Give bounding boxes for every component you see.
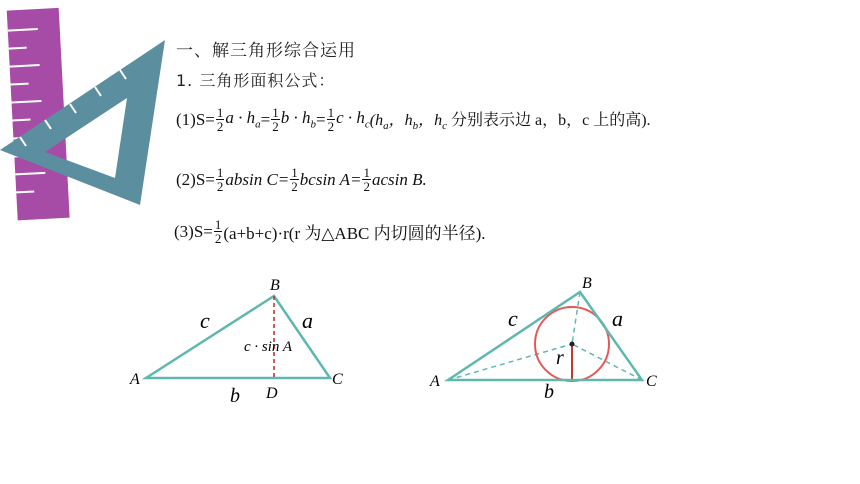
bisector-A — [448, 344, 572, 380]
formula-2-term-1: absin C= — [225, 169, 290, 189]
side-label-c: c — [200, 308, 210, 333]
vertex-label-A: A — [130, 371, 140, 388]
side-label-b: b — [230, 385, 240, 407]
equals-sign: = — [260, 109, 271, 129]
formula-1-term-c: $c \cdot h_c$ — [336, 108, 370, 131]
formula-2 — [176, 166, 427, 193]
section-title: 一、解三角形综合运用 — [176, 41, 356, 61]
incenter-point — [570, 342, 575, 347]
side-label-a: a — [302, 308, 313, 333]
section-subtitle: 1. 三角形面积公式： — [176, 71, 336, 90]
formula-2-term-3: acsin B. — [371, 169, 427, 189]
bisector-C — [572, 344, 642, 380]
fraction-half: $\frac{1}{2}$ — [216, 165, 224, 194]
ruler-setsquare-decoration — [0, 0, 175, 225]
formula-1-term-b: $b \cdot h_b$ — [280, 108, 316, 131]
triangle-height-figure — [126, 270, 356, 410]
vertex-label-A: A — [430, 373, 440, 390]
height-label: c · sin A — [244, 339, 293, 355]
formula-1-prefix: (1)S= — [176, 109, 215, 129]
foot-label-D: D — [266, 385, 278, 402]
vertex-label-C: C — [332, 371, 343, 388]
fraction-half: $\frac{1}{2}$ — [363, 165, 370, 194]
fraction-half: $\frac{1}{2}$ — [272, 105, 279, 134]
formula-2-term-2: bcsin A= — [299, 169, 362, 189]
radius-label-r: r — [556, 347, 564, 369]
triangle-incircle-figure — [426, 268, 666, 408]
equals-sign: = — [315, 109, 326, 129]
side-label-a: a — [612, 306, 623, 331]
vertex-label-C: C — [646, 373, 657, 390]
side-label-c: c — [508, 306, 518, 331]
fraction-half: $\frac{1}{2}$ — [291, 165, 298, 194]
fraction-half: $\frac{1}{2}$ — [214, 217, 222, 246]
formula-3-prefix: (3)S= — [174, 221, 213, 241]
fraction-half: $\frac{1}{2}$ — [216, 105, 224, 134]
vertex-label-B: B — [270, 277, 280, 294]
bisector-B — [572, 292, 580, 344]
formula-1 — [176, 106, 651, 133]
vertex-label-B: B — [582, 275, 592, 292]
formula-2-prefix: (2)S= — [176, 169, 215, 189]
formula-3-term: (a+b+c)·r(r 为△ABC 内切圆的半径). — [223, 224, 486, 243]
fraction-half: $\frac{1}{2}$ — [327, 105, 335, 134]
formula-3 — [174, 218, 486, 245]
side-label-b: b — [544, 381, 554, 403]
formula-1-tail: ($h_a$，$h_b$，$h_c$ 分别表示边 a，b，c 上的高). — [369, 111, 651, 133]
formula-1-term-a: $a \cdot h_a$ — [225, 108, 261, 131]
